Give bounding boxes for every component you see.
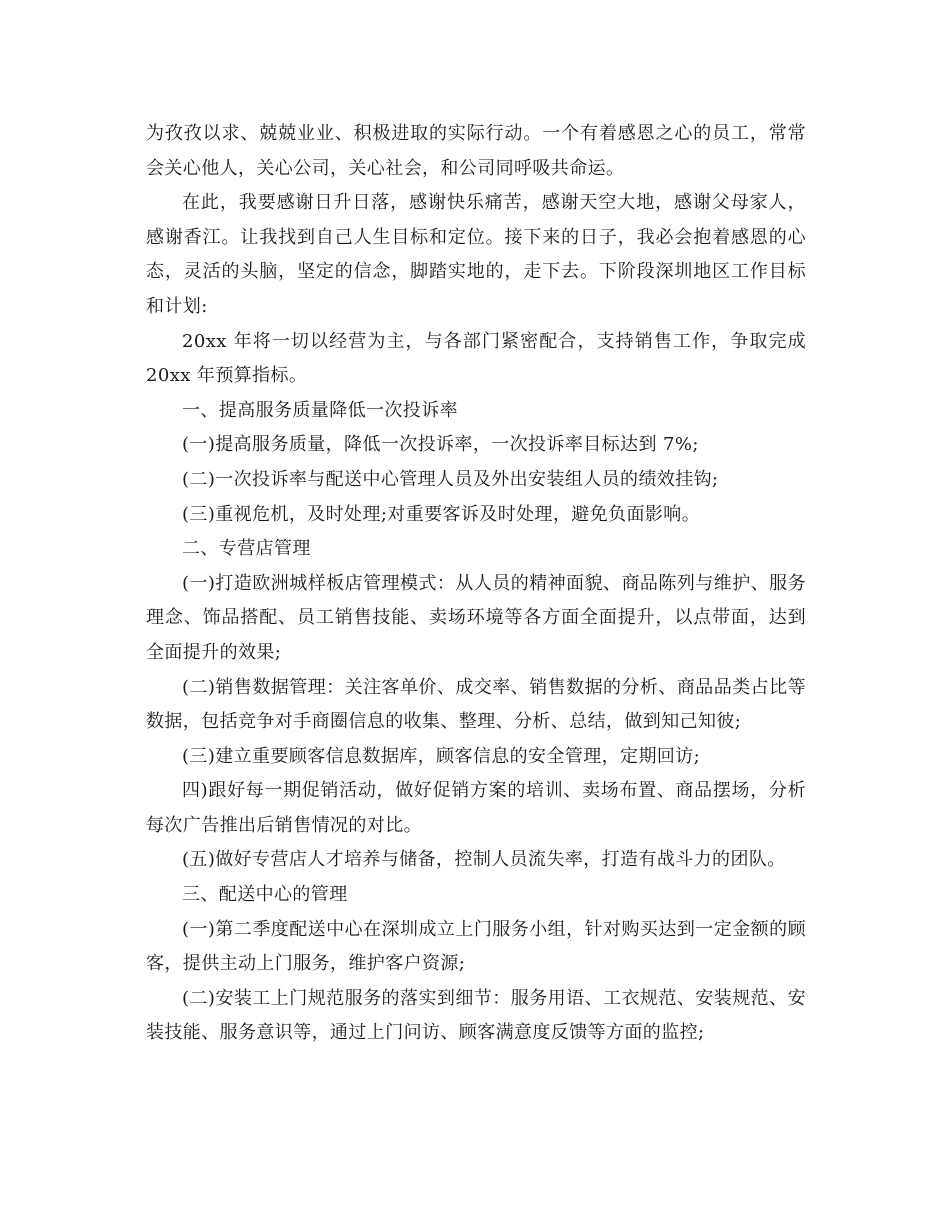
section-heading: 一、提高服务质量降低一次投诉率 bbox=[182, 399, 458, 421]
list-item: (三)重视危机，及时处理;对重要客诉及时处理，避免负面影响。 bbox=[182, 503, 701, 525]
list-item: (二)一次投诉率与配送中心管理人员及外出安装组人员的绩效挂钩; bbox=[182, 468, 719, 490]
section-heading: 二、专营店管理 bbox=[182, 538, 311, 560]
document-body bbox=[146, 117, 806, 1051]
paragraph: 为孜孜以求、兢兢业业、积极进取的实际行动。一个有着感恩之心的员工，常常会关心他人，关心公司，关心社会，和公司同呼吸共命运。 bbox=[146, 123, 806, 179]
paragraph: 在此，我要感谢日升日落，感谢快乐痛苦，感谢天空大地，感谢父母家人，感谢香江。让我找到自己人生目标和定位。接下来的日子，我必会抱着感恩的心态，灵活的头脑，坚定的信念，脚踏实地的，走下去。下阶段深圳地区工作目标和计划: bbox=[146, 192, 806, 317]
section-heading: 三、配送中心的管理 bbox=[182, 884, 348, 906]
list-item: (二)销售数据管理：关注客单价、成交率、销售数据的分析、商品品类占比等数据，包括竞争对手商圈信息的收集、整理、分析、总结，做到知己知彼; bbox=[146, 676, 806, 733]
list-item: (一)第二季度配送中心在深圳成立上门服务小组，针对购买达到一定金额的顾客，提供主动上门服务，维护客户资源; bbox=[146, 918, 806, 975]
list-item: (一)打造欧洲城样板店管理模式：从人员的精神面貌、商品陈列与维护、服务理念、饰品搭配、员工销售技能、卖场环境等各方面全面提升，以点带面，达到全面提升的效果; bbox=[146, 572, 806, 663]
paragraph: 20xx 年将一切以经营为主，与各部门紧密配合，支持销售工作，争取完成 20xx 年预算指标。 bbox=[146, 330, 806, 387]
list-item: 四)跟好每一期促销活动，做好促销方案的培训、卖场布置、商品摆场，分析每次广告推出后销售情况的对比。 bbox=[146, 780, 806, 836]
list-item: (五)做好专营店人才培养与储备，控制人员流失率，打造有战斗力的团队。 bbox=[182, 849, 786, 871]
list-item: (三)建立重要顾客信息数据库，顾客信息的安全管理，定期回访; bbox=[182, 745, 701, 767]
list-item: (一)提高服务质量，降低一次投诉率，一次投诉率目标达到 7%; bbox=[182, 434, 699, 456]
list-item: (二)安装工上门规范服务的落实到细节：服务用语、工衣规范、安装规范、安装技能、服务意识等，通过上门问访、顾客满意度反馈等方面的监控; bbox=[146, 987, 806, 1044]
